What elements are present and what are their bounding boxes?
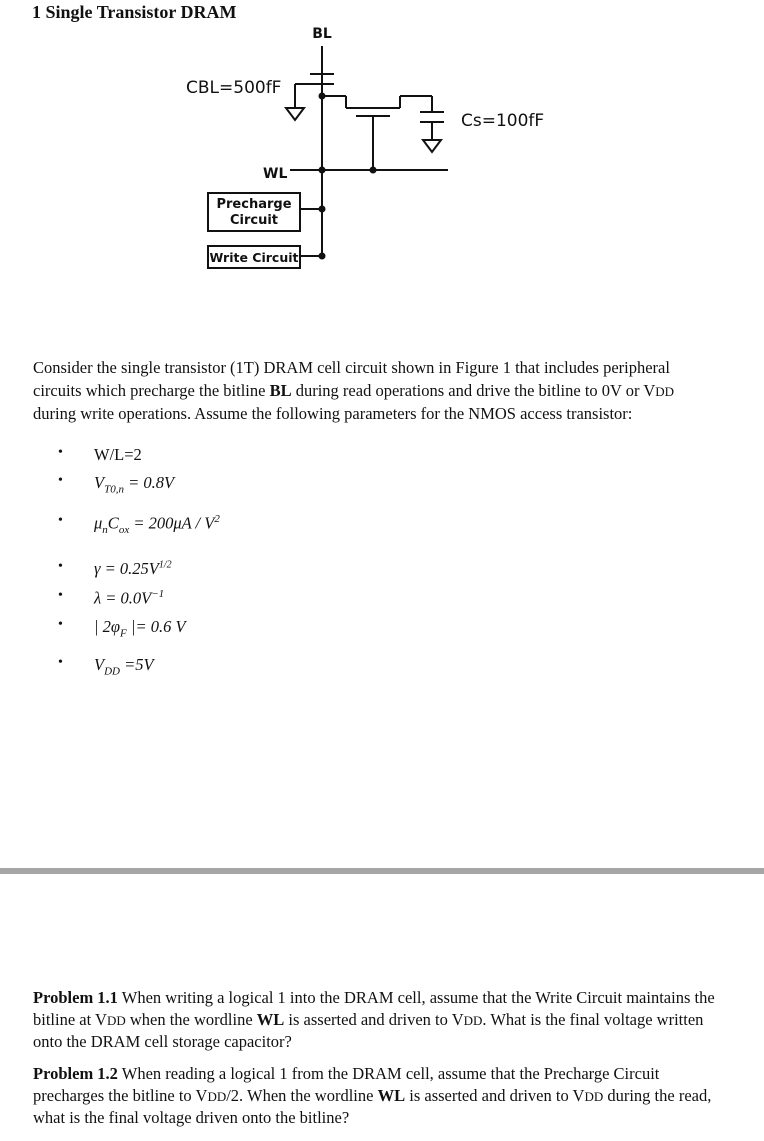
junction-dot [319,206,326,213]
cs-ground-icon [423,140,441,152]
wl-label: WL [263,166,288,182]
precharge-label-line2: Circuit [229,213,279,228]
problem-1-1: Problem 1.1 When writing a logical 1 into the DRAM cell, assume that the Write Circuit maintains the bitline at VDD when the wordline WL is asserted and driven to VDD. What is the final voltage written onto the DRAM cell storage capacitor? [33,988,715,1051]
section-divider [0,868,764,874]
dram-circuit-figure [0,0,764,300]
junction-dot [370,167,377,174]
junction-dot [319,167,326,174]
cbl-label: CBL=500fF [186,78,282,98]
cbl-ground-icon [286,108,304,120]
precharge-label-line1: Precharge [216,197,292,212]
junction-dot [319,253,326,260]
section-title: 1 Single Transistor DRAM [32,2,237,22]
problem-1-2: Problem 1.2 When reading a logical 1 from the DRAM cell, assume that the Precharge Circuit precharges the bitline to VDD/2. When the wordline WL is asserted and driven to VDD during the read, what is the final voltage driven onto the bitline? [33,1064,712,1127]
bl-label: BL [312,26,332,42]
write-circuit-label: Write Circuit [209,250,299,265]
junction-dot [319,93,326,100]
cs-label: Cs=100fF [461,111,545,131]
intro-paragraph: Consider the single transistor (1T) DRAM cell circuit shown in Figure 1 that includes peripheral circuits which precharge the bitline BL during read operations and drive the bitline to 0V or VDD during write operations. Assume the following parameters for the NMOS access transistor: [33,358,675,423]
